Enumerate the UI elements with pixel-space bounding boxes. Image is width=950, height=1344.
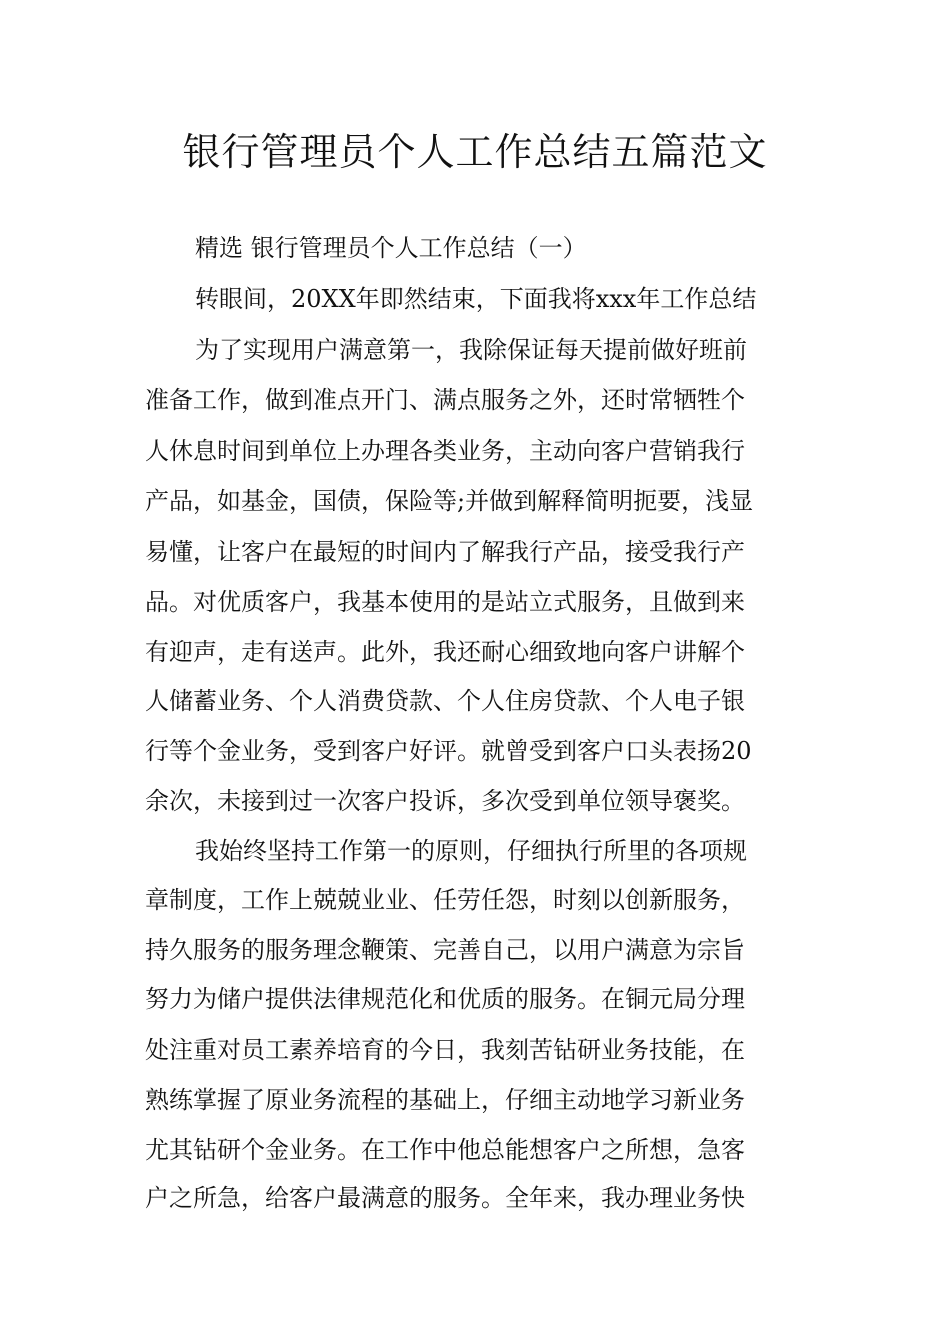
- paragraph-line: 努力为储户提供法律规范化和优质的服务。在铜元局分理: [145, 985, 745, 1013]
- paragraph-line: 余次，未接到过一次客户投诉，多次受到单位领导褒奖。: [145, 787, 745, 815]
- paragraph-line: 有迎声，走有送声。此外，我还耐心细致地向客户讲解个: [145, 638, 745, 666]
- paragraph-line: 产品，如基金，国债，保险等;并做到解释简明扼要，浅显: [145, 487, 754, 515]
- paragraph-line: 人休息时间到单位上办理各类业务，主动向客户营销我行: [145, 437, 745, 465]
- paragraph-line: 熟练掌握了原业务流程的基础上，仔细主动地学习新业务: [145, 1086, 745, 1114]
- paragraph-line: 我始终坚持工作第一的原则，仔细执行所里的各项规: [195, 837, 747, 865]
- paragraph-line: 户之所急，给客户最满意的服务。全年来，我办理业务快: [145, 1184, 745, 1212]
- paragraph-line: 准备工作，做到准点开门、满点服务之外，还时常牺牲个: [145, 386, 745, 414]
- paragraph-line: 处注重对员工素养培育的今日，我刻苦钻研业务技能，在: [145, 1036, 745, 1064]
- paragraph-line: 章制度，工作上兢兢业业、任劳任怨，时刻以创新服务，: [145, 886, 745, 914]
- paragraph-line: 人储蓄业务、个人消费贷款、个人住房贷款、个人电子银: [145, 687, 745, 715]
- paragraph-line: 品。对优质客户，我基本使用的是站立式服务，且做到来: [145, 588, 745, 616]
- paragraph-line: 转眼间，20XX年即然结束，下面我将xxx年工作总结: [195, 285, 757, 313]
- document-title: 银行管理员个人工作总结五篇范文: [182, 130, 768, 174]
- subtitle-line: 精选 银行管理员个人工作总结（一）: [195, 234, 587, 262]
- paragraph-line: 为了实现用户满意第一，我除保证每天提前做好班前: [195, 336, 747, 364]
- paragraph-line: 尤其钻研个金业务。在工作中他总能想客户之所想，急客: [145, 1136, 745, 1164]
- paragraph-line: 持久服务的服务理念鞭策、完善自己，以用户满意为宗旨: [145, 936, 745, 964]
- paragraph-line: 易懂，让客户在最短的时间内了解我行产品，接受我行产: [145, 538, 745, 566]
- paragraph-line: 行等个金业务，受到客户好评。就曾受到客户口头表扬20: [145, 737, 752, 765]
